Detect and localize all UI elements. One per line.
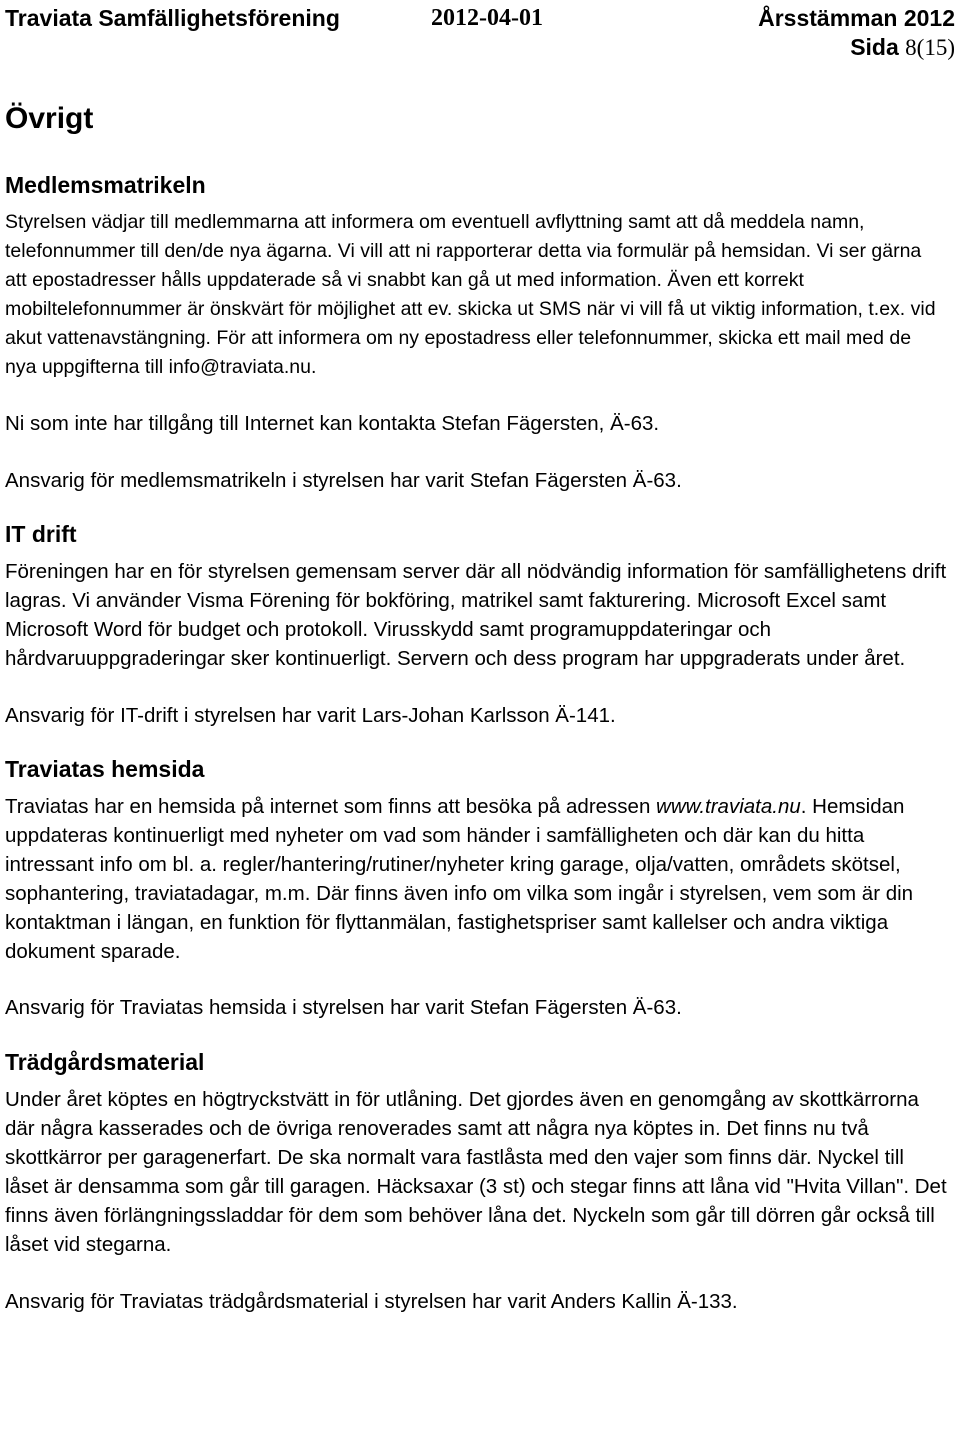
paragraph-medlemsmatrikeln-contact: Ni som inte har tillgång till Internet kan kontakta Stefan Fägersten, Ä-63. — [5, 412, 660, 435]
section-heading-tradgardsmaterial: Trädgårdsmaterial — [5, 1049, 205, 1075]
website-link[interactable]: www.traviata.nu — [656, 795, 801, 818]
paragraph-tradgardsmaterial-responsible: Ansvarig för Traviatas trädgårdsmaterial i styrelsen har varit Anders Kallin Ä-133. — [5, 1290, 738, 1313]
page-header — [5, 0, 955, 64]
section-heading-it-drift: IT drift — [5, 521, 77, 547]
page-label: Sida — [850, 34, 906, 60]
hemsida-text-end: . Hemsidan uppdateras kontinuerligt med nyheter om vad som händer i samfälligheten och där kan du hitta intressant info om bl. a. regler/hantering/rutiner/nyheter kring garage, olja/vatten, områdets skötsel, sophantering, traviatadagar, m.m. Där finns även info om vilka som ingår i styrelsen, vem som är din kontaktman i längan, en funktion för flyttanmälan, fastighetspriser samt kallelser och andra viktiga dokument sparade. — [5, 795, 914, 963]
paragraph-it-drift-responsible: Ansvarig för IT-drift i styrelsen har varit Lars-Johan Karlsson Ä-141. — [5, 704, 616, 727]
page-total: (15) — [916, 35, 955, 60]
section-heading-medlemsmatrikeln: Medlemsmatrikeln — [5, 172, 206, 198]
meeting-name: Årsstämman 2012 — [758, 5, 955, 31]
document-date: 2012-04-01 — [431, 5, 543, 31]
page-title: Övrigt — [5, 102, 94, 135]
document-page — [5, 0, 955, 1316]
paragraph-it-drift-info: Föreningen har en för styrelsen gemensam server där all nödvändig information för samfällighetens drift lagras. Vi använder Visma Förening för bokföring, matrikel samt fakturering. Microsoft Excel samt Microsoft Word för budget och protokoll. Virusskydd samt programuppdateringar och hårdvaruuppgraderingar sker kontinuerligt. Servern och dess program har uppgraderats under året. — [5, 560, 947, 670]
organization-name: Traviata Samfällighetsförening — [5, 5, 340, 31]
paragraph-hemsida-responsible: Ansvarig för Traviatas hemsida i styrelsen har varit Stefan Fägersten Ä-63. — [5, 996, 682, 1019]
page-number — [850, 34, 955, 61]
paragraph-tradgardsmaterial-info: Under året köptes en högtryckstvätt in för utlåning. Det gjordes även en genomgång av skottkärrorna där några kasserades och de övriga renoverades samt att några nya köptes in. Det finns nu två skottkärror per garagenerfart. De ska normalt vara fastlåsta med den vajer som finns där. Nyckel till låset är densamma som går till garagen. Häcksaxar (3 st) och stegar finns att låna vid "Hvita Villan". Det finns även förlängningssladdar för dem som behöver låna det. Nyckeln som går till dörren går också till låset vid stegarna. — [5, 1088, 947, 1256]
page-current: 8 — [905, 35, 917, 60]
paragraph-medlemsmatrikeln-info: Styrelsen vädjar till medlemmarna att informera om eventuell avflyttning samt att då meddela namn, telefonnummer till den/de nya ägarna. Vi vill att ni rapporterar detta via formulär på hemsidan. Vi ser gärna att epostadresser hålls uppdaterade så vi snabbt kan gå ut med information. Även ett korrekt mobiltelefonnummer är önskvärt för möjlighet att ev. skicka ut SMS när vi vill få ut viktig information, t.ex. vid akut vattenavstängning. För att informera om ny epostadress eller telefonnummer, skicka ett mail med de nya uppgifterna till info@traviata.nu. — [5, 211, 936, 378]
paragraph-hemsida-info — [5, 792, 930, 966]
paragraph-medlemsmatrikeln-responsible: Ansvarig för medlemsmatrikeln i styrelsen har varit Stefan Fägersten Ä-63. — [5, 469, 682, 492]
hemsida-text-start: Traviatas har en hemsida på internet som finns att besöka på adressen — [5, 795, 657, 818]
section-heading-hemsida: Traviatas hemsida — [5, 756, 205, 782]
